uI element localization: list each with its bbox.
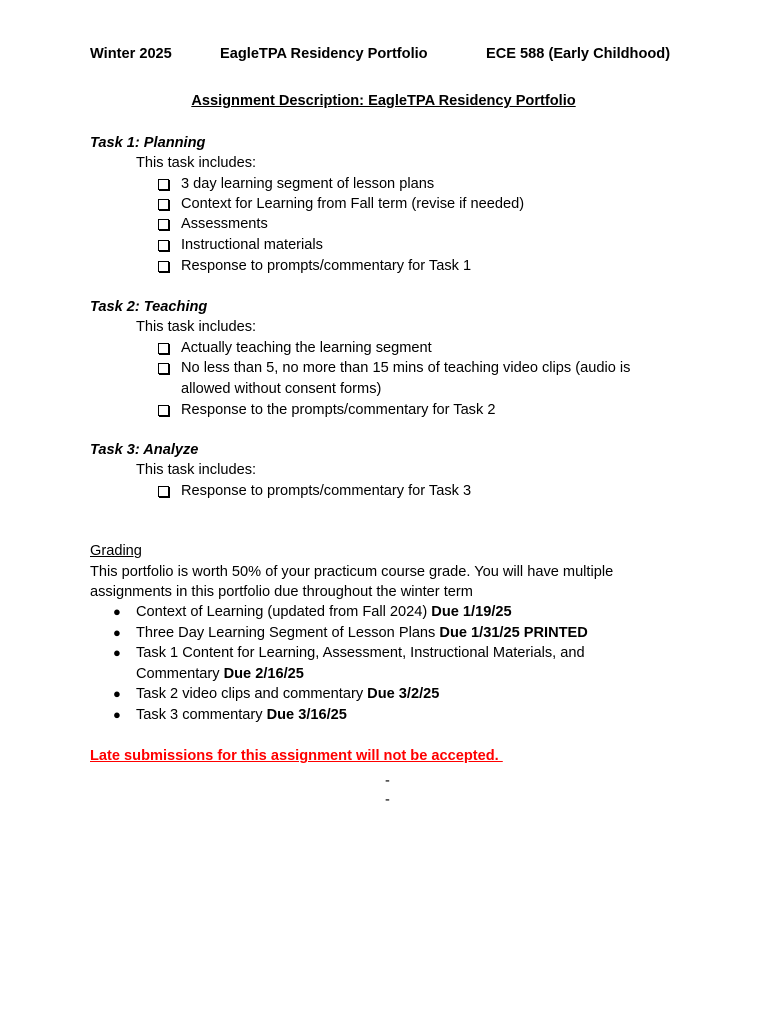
task-2-item: Response to the prompts/commentary for Task 2 (181, 402, 496, 418)
due-date: Due 1/19/25 (431, 604, 512, 620)
checkbox-icon (158, 338, 172, 360)
checkbox-icon (158, 400, 172, 422)
checkbox-icon (158, 194, 172, 216)
document-title: Assignment Description: EagleTPA Residency Portfolio (191, 93, 576, 109)
task-3-title: Task 3: Analyze (90, 442, 199, 458)
checkbox-icon (158, 174, 172, 196)
grading-item: Task 2 video clips and commentary Due 3/2/25 (136, 686, 440, 702)
bullet-icon: ● (113, 707, 121, 722)
grading-item-continuation: Commentary Due 2/16/25 (136, 666, 304, 682)
bullet-icon: ● (113, 645, 121, 660)
header-term: Winter 2025 (90, 46, 172, 62)
task-1-item: Assessments (181, 216, 268, 232)
grading-item: Context of Learning (updated from Fall 2024) Due 1/19/25 (136, 604, 512, 620)
checkbox-icon (158, 481, 172, 503)
task-2-title: Task 2: Teaching (90, 299, 208, 315)
task-2-item-continuation: allowed without consent forms) (181, 381, 382, 397)
trailing-mark: - (385, 773, 390, 789)
checkbox-icon (158, 256, 172, 278)
task-3-item: Response to prompts/commentary for Task 3 (181, 483, 472, 499)
task-2-item: No less than 5, no more than 15 mins of teaching video clips (audio is (181, 360, 631, 376)
grading-item: Three Day Learning Segment of Lesson Plans Due 1/31/25 PRINTED (136, 625, 588, 641)
task-1-item: Context for Learning from Fall term (revise if needed) (181, 196, 525, 212)
due-date: Due 2/16/25 (223, 666, 304, 682)
checkbox-icon (158, 214, 172, 236)
late-submission-notice: Late submissions for this assignment will not be accepted. (90, 748, 503, 764)
task-1-item: Response to prompts/commentary for Task 1 (181, 258, 472, 274)
checkbox-icon (158, 235, 172, 257)
task-1-title: Task 1: Planning (90, 135, 206, 151)
grading-heading: Grading (90, 543, 142, 559)
task-2-item: Actually teaching the learning segment (181, 340, 432, 356)
checkbox-icon (158, 358, 172, 380)
task-1-item: 3 day learning segment of lesson plans (181, 176, 435, 192)
bullet-icon: ● (113, 604, 121, 619)
bullet-icon: ● (113, 625, 121, 640)
header-course: ECE 588 (Early Childhood) (486, 46, 671, 62)
bullet-icon: ● (113, 686, 121, 701)
grading-description: This portfolio is worth 50% of your practicum course grade. You will have multiple (90, 564, 614, 580)
task-1-item: Instructional materials (181, 237, 323, 253)
task-3-intro: This task includes: (136, 462, 257, 478)
due-date: Due 3/16/25 (266, 707, 347, 723)
grading-item: Task 1 Content for Learning, Assessment, Instructional Materials, and (136, 645, 585, 661)
grading-item: Task 3 commentary Due 3/16/25 (136, 707, 347, 723)
trailing-mark: - (385, 792, 390, 808)
task-1-intro: This task includes: (136, 155, 257, 171)
due-date: Due 1/31/25 PRINTED (439, 625, 588, 641)
due-date: Due 3/2/25 (367, 686, 440, 702)
task-2-intro: This task includes: (136, 319, 257, 335)
header-portfolio: EagleTPA Residency Portfolio (220, 46, 428, 62)
grading-description: assignments in this portfolio due throughout the winter term (90, 584, 473, 600)
